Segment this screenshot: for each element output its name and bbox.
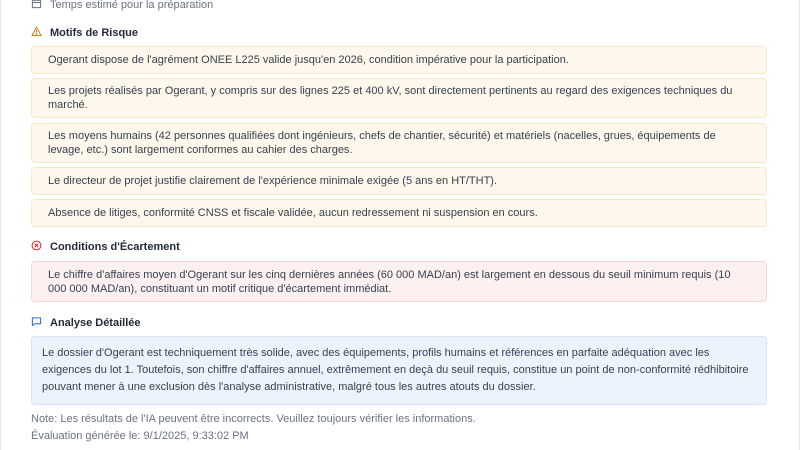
risk-item: [31, 167, 767, 195]
prep-time-row: [31, 0, 213, 12]
risk-item-text: Ogerant dispose de l'agrément ONEE L225 valide jusqu'en 2026, condition impérative pour la participation.: [48, 54, 569, 66]
ai-disclaimer: Note: Les résultats de l'IA peuvent être incorrects. Veuillez toujours vérifier les informations.: [31, 413, 476, 425]
risk-item-text: Le directeur de projet justifie clairement de l'expérience minimale exigée (5 ans en HT/THT).: [48, 175, 498, 187]
analysis-box: [31, 336, 767, 405]
risk-item: [31, 46, 767, 74]
risk-item: [31, 199, 767, 227]
analysis-section-heading: [31, 316, 141, 330]
message-square-icon: [31, 316, 42, 330]
analysis-heading-text: Analyse Détaillée: [50, 317, 141, 329]
risk-item-text: Absence de litiges, conformité CNSS et fiscale validée, aucun redressement ni suspension en cours.: [48, 207, 538, 219]
elimination-heading-text: Conditions d'Écartement: [50, 241, 180, 253]
risk-item-text: Les projets réalisés par Ogerant, y compris sur des lignes 225 et 400 kV, sont directement pertinents au regard des exigences techniques du marché.: [48, 85, 733, 111]
analysis-text: Le dossier d'Ogerant est techniquement très solide, avec des équipements, profils humains et références en parfaite adéquation avec les exigences du lot 1. Toutefois, son chiffre d'affaires annuel, extrêmement en deçà du seuil requis, constitue un point de non-conformité rédhibitoire pouvant mener à une exclusion dès l'analyse administrative, malgré tous les autres atouts du dossier.: [42, 347, 749, 393]
elimination-section-heading: [31, 240, 180, 254]
risk-item: [31, 78, 767, 118]
left-border: [0, 0, 1, 450]
risk-section-heading: [31, 26, 138, 40]
risk-heading-text: Motifs de Risque: [50, 27, 139, 39]
prep-time-label: Temps estimé pour la préparation: [50, 0, 214, 11]
generated-timestamp: Évaluation générée le: 9/1/2025, 9:33:02 PM: [31, 430, 249, 442]
circle-x-icon: [31, 240, 42, 254]
calendar-icon: [31, 0, 42, 12]
elimination-item-text: Le chiffre d'affaires moyen d'Ogerant sur les cinq dernières années (60 000 MAD/an) est largement en dessous du seuil minimum requis (10 000 000 MAD/an), constituant un motif critique d'écartement immédiat.: [48, 268, 731, 295]
elimination-item: [31, 261, 767, 302]
risk-item: [31, 123, 767, 163]
warning-triangle-icon: [31, 26, 42, 40]
risk-item-text: Les moyens humains (42 personnes qualifiées dont ingénieurs, chefs de chantier, sécurité) et matériels (nacelles, grues, équipements de levage, etc.) sont largement conformes au cahier des charges.: [48, 130, 716, 156]
